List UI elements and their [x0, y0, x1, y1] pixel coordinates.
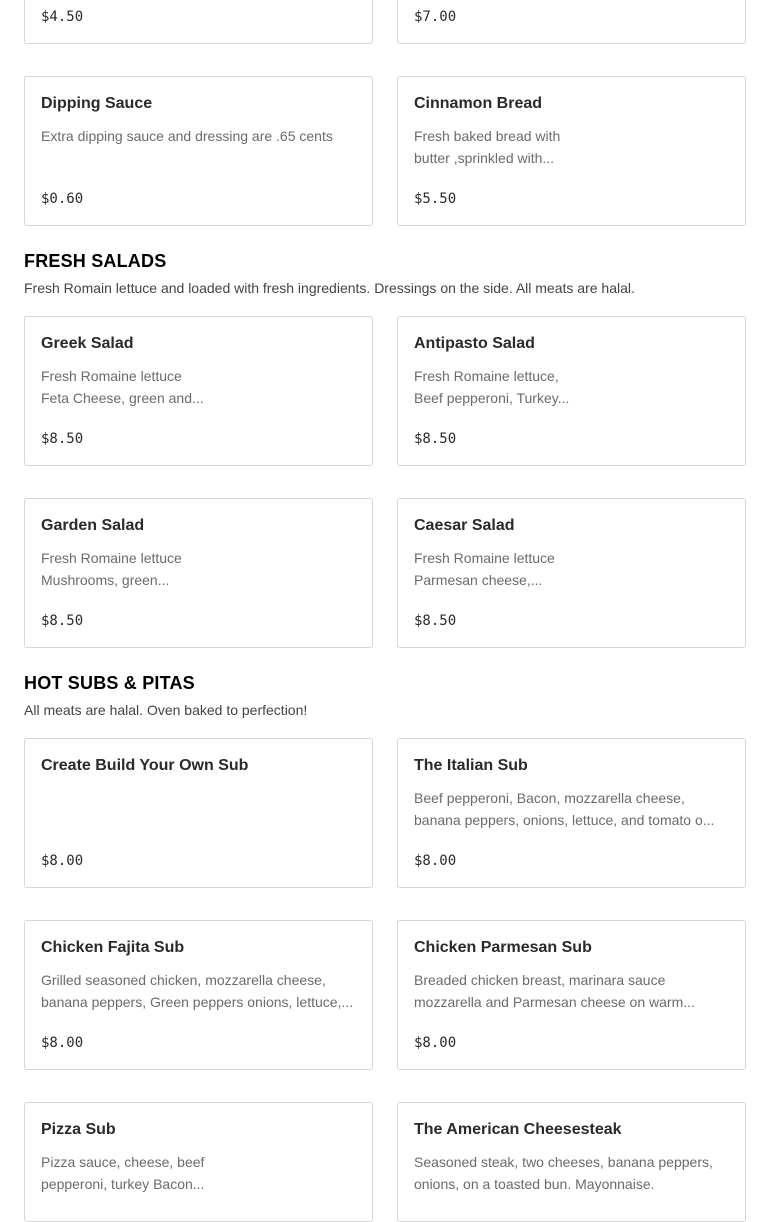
item-description: Seasoned steak, two cheeses, banana peppers, onions, on a toasted bun. Mayonnaise.: [414, 1154, 713, 1192]
section-description-salads: Fresh Romain lettuce and loaded with fresh ingredients. Dressings on the side. All meats are halal.: [24, 280, 635, 296]
item-price: $5.50: [414, 191, 457, 207]
item-price: $8.00: [41, 1035, 84, 1051]
item-price: $8.00: [414, 853, 457, 869]
item-name: Caesar Salad: [414, 517, 515, 534]
menu-item-card[interactable]: [397, 920, 746, 1070]
item-description: Extra dipping sauce and dressing are .65 cents: [41, 128, 333, 144]
menu-item-card[interactable]: [24, 738, 373, 888]
item-name: Garden Salad: [41, 517, 145, 534]
menu-item-card[interactable]: [24, 0, 373, 44]
item-description: Beef pepperoni, Bacon, mozzarella cheese, banana peppers, onions, lettuce, and tomato o...: [414, 790, 715, 828]
menu-item-card[interactable]: [397, 498, 746, 648]
item-name: Cinnamon Bread: [414, 95, 543, 112]
menu-item-card[interactable]: [24, 1102, 373, 1222]
item-name: The American Cheesesteak: [414, 1121, 622, 1138]
item-price: $4.50: [41, 9, 84, 25]
item-description: Grilled seasoned chicken, mozzarella cheese, banana peppers, Green peppers onions, lettuce,...: [41, 972, 354, 1010]
menu-item-card[interactable]: [24, 920, 373, 1070]
item-name: Chicken Fajita Sub: [41, 939, 185, 956]
section-title-subs: HOT SUBS & PITAS: [24, 673, 195, 693]
item-name: Dipping Sauce: [41, 95, 153, 112]
menu-item-card[interactable]: [397, 738, 746, 888]
section-title-salads: FRESH SALADS: [24, 251, 167, 271]
item-description: Fresh baked bread with butter ,sprinkled with...: [414, 128, 561, 166]
item-name: Pizza Sub: [41, 1121, 116, 1138]
item-price: $8.00: [41, 853, 84, 869]
item-description: Fresh Romaine lettuce Parmesan cheese,...: [414, 550, 555, 588]
menu-item-card[interactable]: [24, 316, 373, 466]
item-name: The Italian Sub: [414, 757, 528, 774]
menu-item-card[interactable]: [397, 1102, 746, 1222]
item-price: $8.00: [414, 1035, 457, 1051]
item-price: $8.50: [414, 613, 457, 629]
menu-item-card[interactable]: [397, 316, 746, 466]
item-description: Breaded chicken breast, marinara sauce mozzarella and Parmesan cheese on warm...: [414, 972, 695, 1010]
item-description: Fresh Romaine lettuce, Beef pepperoni, Turkey...: [414, 368, 570, 406]
item-name: Create Build Your Own Sub: [41, 757, 249, 774]
item-price: $8.50: [41, 431, 84, 447]
item-name: Antipasto Salad: [414, 335, 535, 352]
item-name: Greek Salad: [41, 335, 134, 352]
menu-item-card[interactable]: [397, 76, 746, 226]
menu-item-card[interactable]: [24, 76, 373, 226]
item-description: Fresh Romaine lettuce Feta Cheese, green and...: [41, 368, 204, 406]
item-price: $8.50: [41, 613, 84, 629]
item-name: Chicken Parmesan Sub: [414, 939, 592, 956]
section-description-subs: All meats are halal. Oven baked to perfection!: [24, 702, 308, 718]
item-price: $0.60: [41, 191, 84, 207]
item-description: Fresh Romaine lettuce Mushrooms, green...: [41, 550, 182, 588]
menu-item-card[interactable]: [397, 0, 746, 44]
item-price: $8.50: [414, 431, 457, 447]
menu-item-card[interactable]: [24, 498, 373, 648]
item-description: Pizza sauce, cheese, beef pepperoni, turkey Bacon...: [41, 1154, 205, 1192]
item-price: $7.00: [414, 9, 457, 25]
